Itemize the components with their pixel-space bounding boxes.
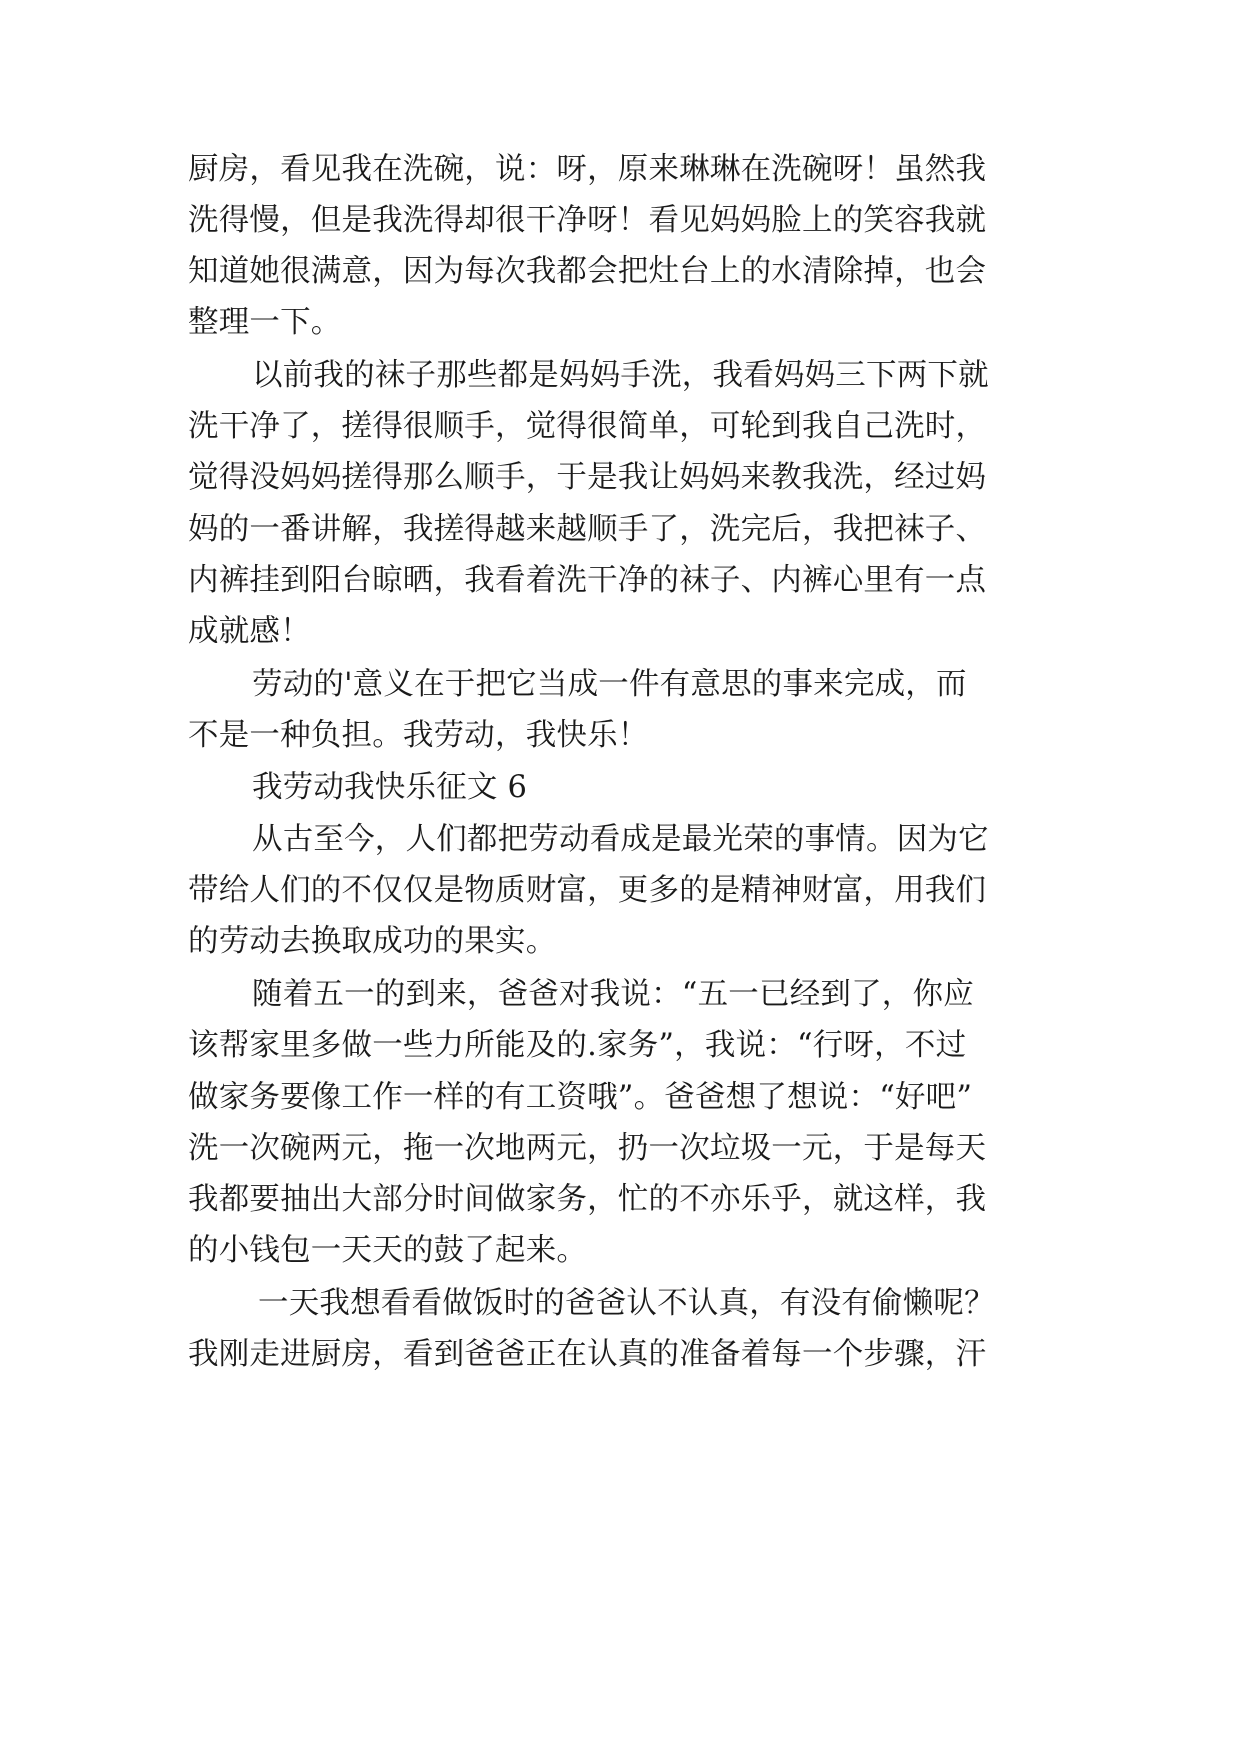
text-line: 厨房，看见我在洗碗，说：呀，原来琳琳在洗碗呀！虽然我 (188, 152, 987, 187)
text-line: 做家务要像工作一样的有工资哦”。爸爸想了想说：“好吧” (188, 1080, 973, 1115)
text-line: 我刚走进厨房，看到爸爸正在认真的准备着每一个步骤，汗 (188, 1337, 987, 1372)
text-line: 成就感！ (188, 614, 311, 649)
text-line: 内裤挂到阳台晾晒，我看着洗干净的袜子、内裤心里有一点 (188, 563, 987, 598)
text-line: 我都要抽出大部分时间做家务，忙的不亦乐乎，就这样，我 (188, 1182, 987, 1217)
paragraph-start-line: 以前我的袜子那些都是妈妈手洗，我看妈妈三下两下就 (252, 358, 989, 393)
paragraph-start-line: 随着五一的到来，爸爸对我说：“五一已经到了，你应 (252, 977, 974, 1012)
text-line: 不是一种负担。我劳动，我快乐！ (188, 718, 649, 753)
section-heading: 我劳动我快乐征文 6 (252, 770, 528, 805)
text-line: 洗干净了，搓得很顺手，觉得很简单，可轮到我自己洗时， (188, 409, 987, 444)
text-line: 的劳动去换取成功的果实。 (188, 924, 557, 959)
text-line: 的小钱包一天天的鼓了起来。 (188, 1233, 588, 1268)
text-line: 带给人们的不仅仅是物质财富，更多的是精神财富，用我们 (188, 873, 987, 908)
text-line: 洗一次碗两元，拖一次地两元，扔一次垃圾一元，于是每天 (188, 1131, 987, 1166)
paragraph-start-line: 从古至今，人们都把劳动看成是最光荣的事情。因为它 (252, 822, 989, 857)
text-line: 洗得慢，但是我洗得却很干净呀！看见妈妈脸上的笑容我就 (188, 203, 987, 238)
text-line: 妈的一番讲解，我搓得越来越顺手了，洗完后，我把袜子、 (188, 512, 987, 547)
text-line: 该帮家里多做一些力所能及的.家务”，我说：“行呀，不过 (188, 1028, 967, 1063)
text-line: 整理一下。 (188, 305, 342, 340)
paragraph-start-line: 劳动的'意义在于把它当成一件有意思的事来完成，而 (252, 667, 967, 702)
paragraph-start-line: 一天我想看看做饭时的爸爸认不认真，有没有偷懒呢？ (258, 1286, 995, 1321)
text-line: 觉得没妈妈搓得那么顺手，于是我让妈妈来教我洗，经过妈 (188, 460, 987, 495)
text-line: 知道她很满意，因为每次我都会把灶台上的水清除掉，也会 (188, 254, 987, 289)
